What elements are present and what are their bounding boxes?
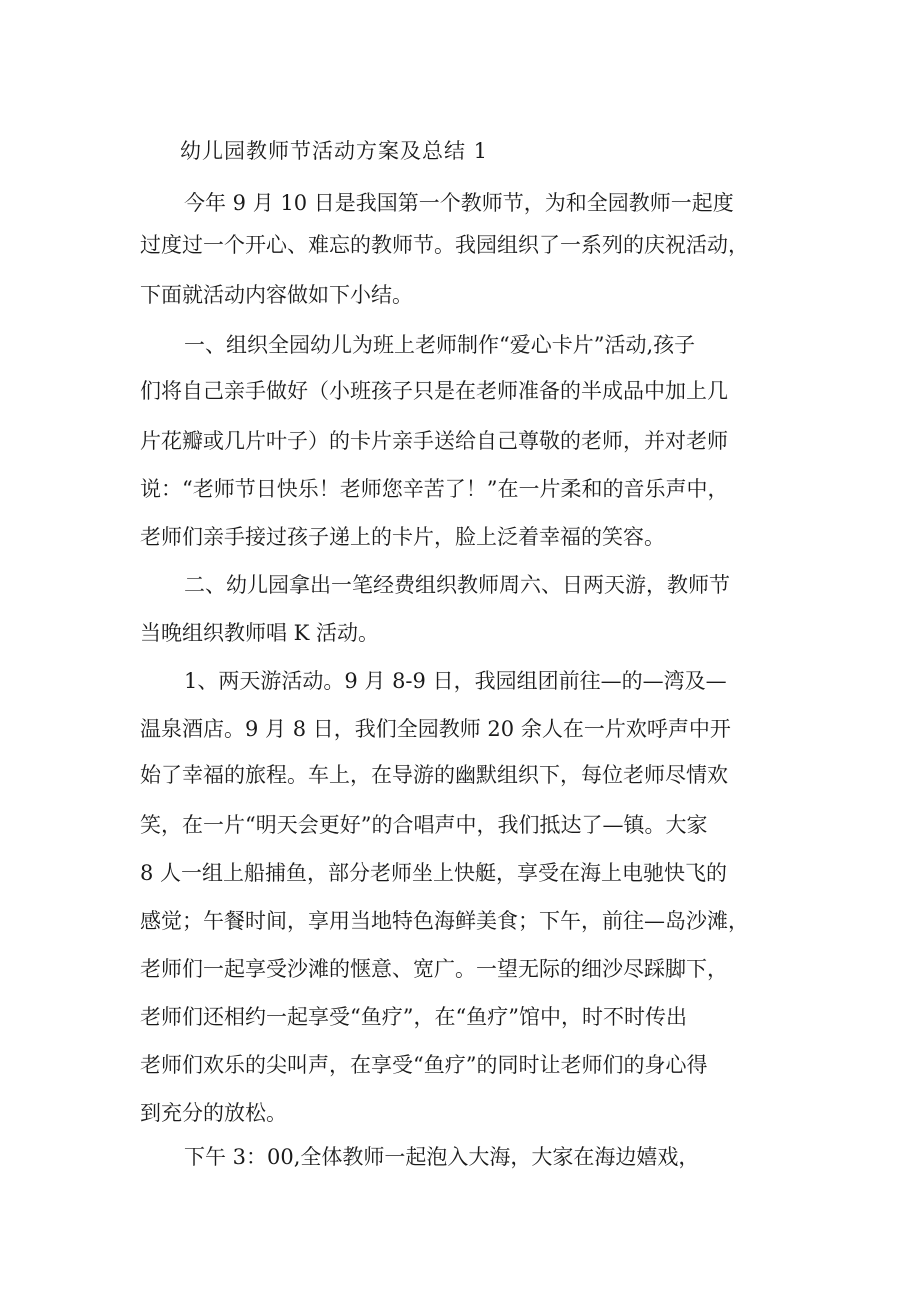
text-line: 笑，在一片“明天会更好”的合唱声中，我们抵达了—镇。大家	[140, 813, 708, 837]
text-line: 今年 9 月 10 日是我国第一个教师节，为和全园教师一起度	[184, 191, 734, 215]
text-line: 片花瓣或几片叶子）的卡片亲手送给自己尊敬的老师，并对老师	[140, 429, 728, 453]
text-line: 下午 3：00,全体教师一起泡入大海，大家在海边嬉戏，	[184, 1145, 700, 1169]
text-line: 老师们欢乐的尖叫声，在享受“鱼疗”的同时让老师们的身心得	[140, 1053, 708, 1077]
text-line: 一、组织全园幼儿为班上老师制作“爱心卡片”活动,孩子	[184, 333, 696, 357]
text-line: 8 人一组上船捕鱼，部分老师坐上快艇，享受在海上电驰快飞的	[140, 861, 728, 885]
text-line: 说：“老师节日快乐！老师您辛苦了！”在一片柔和的音乐声中，	[140, 477, 729, 501]
text-line: 当晚组织教师唱 K 活动。	[140, 621, 380, 645]
text-line: 老师们亲手接过孩子递上的卡片，脸上泛着幸福的笑容。	[140, 525, 665, 549]
text-line: 到充分的放松。	[140, 1101, 287, 1125]
text-line: 1、两天游活动。9 月 8-9 日，我园组团前往—的—湾及—	[184, 669, 727, 693]
text-line: 们将自己亲手做好（小班孩子只是在老师准备的半成品中加上几	[140, 379, 728, 403]
text-line: 老师们还相约一起享受“鱼疗”，在“鱼疗”馆中，时不时传出	[140, 1005, 687, 1029]
text-line: 过度过一个开心、难忘的教师节。我园组织了一系列的庆祝活动，	[140, 233, 749, 257]
text-line: 温泉酒店。9 月 8 日，我们全园教师 20 余人在一片欢呼声中开	[140, 717, 731, 741]
text-line: 始了幸福的旅程。车上，在导游的幽默组织下，每位老师尽情欢	[140, 763, 728, 787]
text-line: 下面就活动内容做如下小结。	[140, 283, 413, 307]
text-line: 感觉；午餐时间，享用当地特色海鲜美食；下午，前往—岛沙滩，	[140, 909, 749, 933]
text-line: 老师们一起享受沙滩的惬意、宽广。一望无际的细沙尽踩脚下，	[140, 957, 728, 981]
text-line: 二、幼儿园拿出一笔经费组织教师周六、日两天游，教师节	[184, 573, 730, 597]
document-title: 幼儿园教师节活动方案及总结 1	[180, 139, 489, 163]
